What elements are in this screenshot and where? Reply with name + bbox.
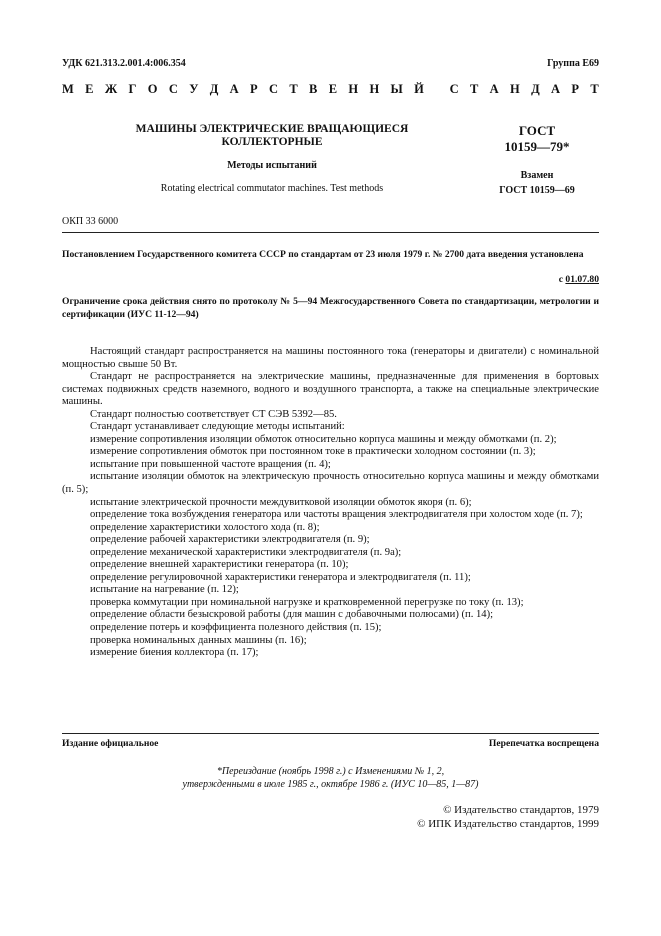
body-paragraph: испытание при повышенной частоте вращения (п. 4); (90, 458, 331, 470)
body-paragraph: испытание на нагревание (п. 12); (90, 584, 239, 596)
body-paragraph: испытание электрической прочности междувитковой изоляции обмоток якоря (п. 6); (90, 496, 472, 508)
banner-letter: Е (328, 82, 338, 96)
udk-code: УДК 621.313.2.001.4:006.354 (62, 58, 186, 69)
banner-letter: Т (289, 82, 298, 96)
copyright-line-2: © ИПК Издательство стандартов, 1999 (417, 818, 599, 830)
banner-letter: Д (209, 82, 219, 96)
body-paragraph: испытание изоляции обмоток на электрическую прочность относительно корпуса машины и между обмотками (п. 5); (62, 471, 599, 496)
english-title: Rotating electrical commutator machines. Test methods (160, 183, 384, 194)
body-paragraph: определение механической характеристики электродвигателя (п. 9а); (90, 546, 402, 558)
banner-letter: Ж (104, 82, 118, 96)
gost-designation (484, 123, 590, 155)
divider (62, 232, 599, 233)
banner-letter: М (62, 82, 74, 96)
gost-label: ГОСТ (518, 123, 556, 138)
title-line-2: КОЛЛЕКТОРНЫЕ (221, 136, 323, 148)
body-paragraph: определение тока возбуждения генератора или частоты вращения электродвигателя при холостом ходе (п. 7); (90, 509, 583, 521)
banner-letter: С (449, 82, 459, 96)
banner-letter: У (189, 82, 199, 96)
body-paragraph: измерение сопротивления изоляции обмоток относительно корпуса машины и между обмотками (п. 2); (90, 433, 557, 445)
body-paragraph: Стандарт полностью соответствует СТ СЭВ 5392—85. (90, 408, 337, 420)
body-paragraph: Стандарт не распространяется на электрические машины, предназначенные для применения в бортовых системах подвижных средств наземного, водного и воздушного транспорта, а также на специальные электрические машины. (62, 371, 599, 408)
body-paragraph: проверка номинальных данных машины (п. 16); (90, 634, 307, 646)
okp-code: ОКП 33 6000 (62, 216, 119, 227)
divider (62, 733, 599, 734)
body-paragraph: Стандарт устанавливает следующие методы испытаний: (90, 421, 345, 433)
reprint-prohibited-label: Перепечатка воспрещена (488, 738, 599, 749)
banner-letter: О (147, 82, 158, 96)
body-paragraph: определение потерь и коэффициента полезного действия (п. 15); (90, 622, 382, 634)
banner-letter: Ы (390, 82, 403, 96)
banner-letter: Р (250, 82, 258, 96)
banner-letter: Н (369, 82, 380, 96)
effective-date-value: 01.07.80 (565, 274, 599, 285)
body-paragraph: Настоящий стандарт распространяется на машины постоянного тока (генераторы и двигатели) с номинальной мощностью свыше 50 Вт. (62, 346, 599, 370)
body-text (62, 346, 599, 660)
body-paragraph: измерение биения коллектора (п. 17); (90, 647, 259, 659)
interstate-standard-banner (62, 82, 599, 97)
body-paragraph: измерение сопротивления обмоток при постоянном токе в практически холодном состоянии (п. 3); (90, 446, 536, 458)
banner-letter: Е (85, 82, 94, 96)
effective-date (559, 274, 599, 285)
banner-letter: Д (531, 82, 540, 96)
copyright-line-1: © Издательство стандартов, 1979 (443, 804, 599, 816)
title-line-1: МАШИНЫ ЭЛЕКТРИЧЕСКИЕ ВРАЩАЮЩИЕСЯ (135, 123, 409, 135)
replaced-standard: ГОСТ 10159—69 (499, 185, 575, 196)
standard-title (92, 123, 452, 149)
effective-date-prefix: с (558, 274, 566, 285)
limitation-notice: Ограничение срока действия снято по протоколу № 5—94 Межгосударственного Совета по стандартизации, метрологии и сертификации (ИУС 11-12—94) (62, 296, 599, 320)
body-paragraph: определение внешней характеристики генератора (п. 10); (90, 559, 349, 571)
banner-letter: А (551, 82, 561, 96)
body-paragraph: определение области безыскровой работы (для машин с добавочными полюсами) (п. 14); (90, 609, 494, 621)
banner-letter: Р (571, 82, 580, 96)
banner-letter: Т (590, 82, 599, 96)
gost-number: 10159—79* (504, 139, 570, 154)
official-edition-label: Издание официальное (62, 738, 159, 749)
decree-text: Постановлением Государственного комитета СССР по стандартам от 23 июля 1979 г. № 2700 дата введения установлена (62, 249, 584, 260)
banner-letter: Й (414, 82, 424, 96)
copyright-block (417, 803, 599, 831)
banner-letter: Н (348, 82, 359, 96)
body-paragraph: проверка коммутации при номинальной нагрузке и кратковременной перегрузке по току (п. 13); (90, 596, 524, 608)
body-paragraph: определение рабочей характеристики электродвигателя (п. 9); (90, 534, 370, 546)
banner-letter: Т (469, 82, 479, 96)
reissue-note (62, 766, 599, 791)
subtitle-methods: Методы испытаний (227, 160, 317, 171)
banner-letter: С (269, 82, 279, 96)
banner-gap (435, 82, 438, 97)
reissue-line-1: *Переиздание (ноябрь 1998 г.) с Изменениями № 1, 2, (216, 766, 445, 777)
banner-letter: Г (128, 82, 137, 96)
banner-letter: А (489, 82, 499, 96)
body-paragraph: определение характеристики холостого хода (п. 8); (90, 521, 320, 533)
group-code: Группа Е69 (547, 58, 599, 69)
instead-label: Взамен (520, 170, 554, 181)
banner-letter: С (168, 82, 178, 96)
banner-letter: В (309, 82, 318, 96)
banner-letter: Н (510, 82, 520, 96)
body-paragraph: определение регулировочной характеристики генератора и электродвигателя (п. 11); (90, 571, 471, 583)
reissue-line-2: утвержденными в июле 1985 г., октябре 1986 г. (ИУС 10—85, 1—87) (182, 778, 479, 790)
banner-letter: А (229, 82, 239, 96)
